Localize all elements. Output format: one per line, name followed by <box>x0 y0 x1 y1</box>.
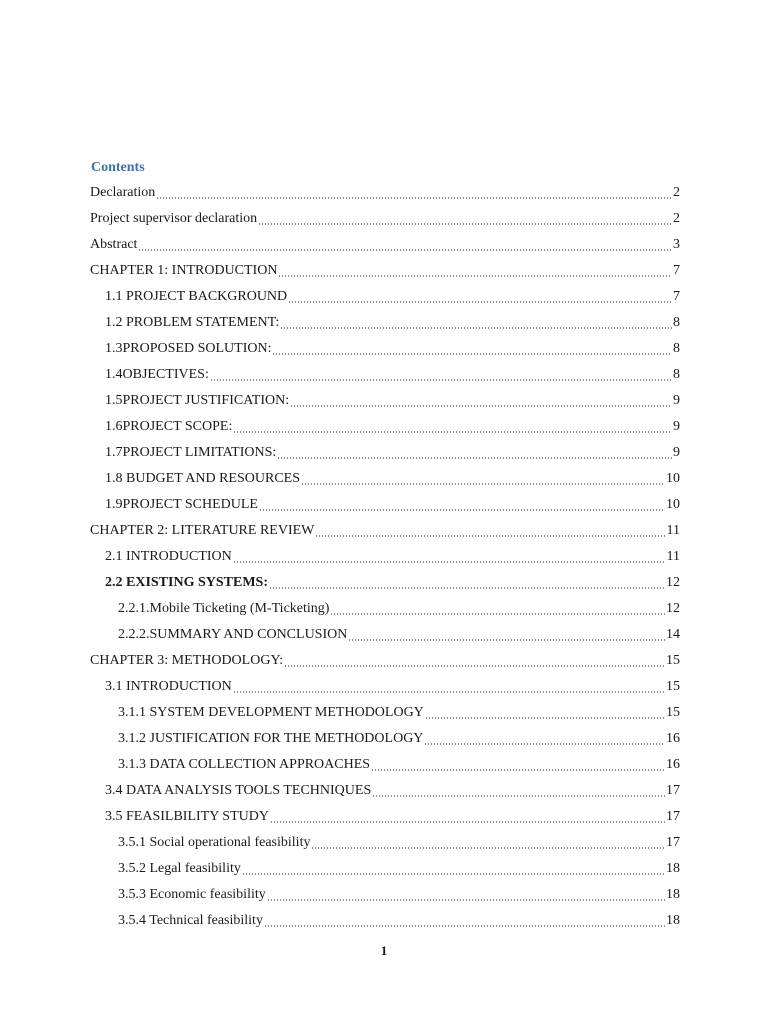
toc-entry[interactable] <box>90 856 680 882</box>
toc-entry[interactable] <box>90 336 680 362</box>
toc-entry[interactable] <box>90 726 680 752</box>
toc-entry[interactable] <box>90 882 680 908</box>
toc-dot-leader <box>233 431 672 433</box>
toc-dot-leader <box>264 925 665 927</box>
toc-entry[interactable] <box>90 752 680 778</box>
toc-entry-title: 1.9PROJECT SCHEDULE <box>105 497 258 512</box>
toc-dot-leader <box>330 613 665 615</box>
toc-entry-title: 1.7PROJECT LIMITATIONS: <box>105 445 277 460</box>
toc-entry-page-number: 8 <box>673 315 680 330</box>
toc-entry-page-number: 10 <box>666 471 680 486</box>
toc-entry-page-number: 11 <box>666 523 680 538</box>
toc-heading: Contents <box>91 160 145 175</box>
toc-entry-title: 2.2.2.SUMMARY AND CONCLUSION <box>118 627 348 642</box>
toc-entry-page-number: 8 <box>673 367 680 382</box>
toc-entry-title: 1.3PROPOSED SOLUTION: <box>105 341 272 356</box>
toc-entry-title: CHAPTER 3: METHODOLOGY: <box>90 653 284 668</box>
toc-entry-title: CHAPTER 2: LITERATURE REVIEW <box>90 523 315 538</box>
toc-dot-leader <box>315 535 665 537</box>
toc-entry-page-number: 2 <box>673 185 680 200</box>
toc-entry-title: CHAPTER 1: INTRODUCTION <box>90 263 278 278</box>
toc-entry-title: 1.6PROJECT SCOPE: <box>105 419 233 434</box>
toc-entry[interactable] <box>90 206 680 232</box>
toc-entry-title: 3.1.2 JUSTIFICATION FOR THE METHODOLOGY <box>118 731 424 746</box>
toc-dot-leader <box>210 379 672 381</box>
toc-entry[interactable] <box>90 232 680 258</box>
toc-dot-leader <box>288 301 672 303</box>
toc-entry-title: 3.5.4 Technical feasibility <box>118 913 263 928</box>
toc-dot-leader <box>138 249 672 251</box>
toc-entry-page-number: 14 <box>666 627 680 642</box>
toc-entry-title: 1.4OBJECTIVES: <box>105 367 209 382</box>
table-of-contents <box>90 180 680 934</box>
toc-entry-title: Abstract <box>90 237 138 252</box>
toc-entry-title: Project supervisor declaration <box>90 211 258 226</box>
toc-entry[interactable] <box>90 414 680 440</box>
toc-entry-page-number: 11 <box>666 549 680 564</box>
toc-entry-title: Declaration <box>90 185 156 200</box>
toc-entry[interactable] <box>90 362 680 388</box>
toc-entry[interactable] <box>90 258 680 284</box>
toc-entry[interactable] <box>90 570 680 596</box>
toc-entry-page-number: 7 <box>673 263 680 278</box>
toc-dot-leader <box>284 665 665 667</box>
toc-entry[interactable] <box>90 518 680 544</box>
toc-entry-title: 3.1.1 SYSTEM DEVELOPMENT METHODOLOGY <box>118 705 424 720</box>
toc-entry-title: 2.1 INTRODUCTION <box>105 549 232 564</box>
toc-entry-page-number: 18 <box>666 913 680 928</box>
toc-entry-page-number: 9 <box>673 445 680 460</box>
toc-entry[interactable] <box>90 778 680 804</box>
toc-entry-title: 3.1.3 DATA COLLECTION APPROACHES <box>118 757 371 772</box>
toc-entry-title: 3.5.2 Legal feasibility <box>118 861 241 876</box>
toc-entry-page-number: 3 <box>673 237 680 252</box>
toc-entry[interactable] <box>90 648 680 674</box>
toc-entry-page-number: 2 <box>673 211 680 226</box>
toc-entry[interactable] <box>90 596 680 622</box>
toc-entry[interactable] <box>90 804 680 830</box>
toc-dot-leader <box>424 743 665 745</box>
toc-entry-title: 1.8 BUDGET AND RESOURCES <box>105 471 300 486</box>
toc-dot-leader <box>269 587 665 589</box>
toc-dot-leader <box>311 847 665 849</box>
toc-entry[interactable] <box>90 180 680 206</box>
toc-dot-leader <box>259 509 665 511</box>
toc-entry-title: 3.5.1 Social operational feasibility <box>118 835 311 850</box>
toc-entry-title: 1.5PROJECT JUSTIFICATION: <box>105 393 290 408</box>
toc-entry-page-number: 17 <box>666 809 680 824</box>
toc-entry[interactable] <box>90 466 680 492</box>
toc-entry-title: 2.2 EXISTING SYSTEMS: <box>105 575 268 590</box>
toc-entry[interactable] <box>90 622 680 648</box>
toc-entry[interactable] <box>90 492 680 518</box>
toc-entry-page-number: 9 <box>673 419 680 434</box>
toc-entry[interactable] <box>90 674 680 700</box>
toc-entry[interactable] <box>90 388 680 414</box>
toc-dot-leader <box>425 717 665 719</box>
toc-dot-leader <box>233 561 666 563</box>
toc-entry[interactable] <box>90 310 680 336</box>
toc-entry-page-number: 18 <box>666 861 680 876</box>
toc-entry-title: 3.1 INTRODUCTION <box>105 679 232 694</box>
toc-dot-leader <box>278 275 672 277</box>
toc-entry-page-number: 12 <box>666 575 680 590</box>
toc-dot-leader <box>348 639 665 641</box>
toc-entry-title: 3.5.3 Economic feasibility <box>118 887 266 902</box>
toc-dot-leader <box>290 405 672 407</box>
toc-entry[interactable] <box>90 440 680 466</box>
toc-entry-page-number: 15 <box>666 653 680 668</box>
toc-dot-leader <box>277 457 672 459</box>
toc-dot-leader <box>372 795 665 797</box>
toc-entry-page-number: 10 <box>666 497 680 512</box>
toc-entry-title: 3.4 DATA ANALYSIS TOOLS TECHNIQUES <box>105 783 372 798</box>
toc-entry-title: 3.5 FEASILBILITY STUDY <box>105 809 269 824</box>
toc-dot-leader <box>233 691 665 693</box>
toc-entry-title: 2.2.1.Mobile Ticketing (M-Ticketing) <box>118 601 330 616</box>
toc-dot-leader <box>301 483 665 485</box>
toc-entry[interactable] <box>90 700 680 726</box>
toc-entry-page-number: 8 <box>673 341 680 356</box>
toc-dot-leader <box>371 769 665 771</box>
toc-entry-title: 1.1 PROJECT BACKGROUND <box>105 289 288 304</box>
page-number: 1 <box>380 943 388 958</box>
toc-entry[interactable] <box>90 908 680 934</box>
toc-entry[interactable] <box>90 544 680 570</box>
toc-entry-page-number: 9 <box>673 393 680 408</box>
toc-entry-page-number: 15 <box>666 679 680 694</box>
toc-entry-page-number: 16 <box>666 731 680 746</box>
toc-entry-page-number: 15 <box>666 705 680 720</box>
toc-dot-leader <box>242 873 665 875</box>
toc-dot-leader <box>272 353 672 355</box>
toc-entry-title: 1.2 PROBLEM STATEMENT: <box>105 315 280 330</box>
toc-dot-leader <box>280 327 672 329</box>
toc-entry-page-number: 17 <box>666 783 680 798</box>
toc-dot-leader <box>156 197 672 199</box>
toc-dot-leader <box>258 223 672 225</box>
toc-dot-leader <box>267 899 665 901</box>
toc-entry-page-number: 12 <box>666 601 680 616</box>
toc-entry[interactable] <box>90 830 680 856</box>
toc-dot-leader <box>270 821 665 823</box>
toc-entry-page-number: 17 <box>666 835 680 850</box>
toc-entry-page-number: 7 <box>673 289 680 304</box>
toc-entry-page-number: 18 <box>666 887 680 902</box>
toc-entry-page-number: 16 <box>666 757 680 772</box>
toc-entry[interactable] <box>90 284 680 310</box>
